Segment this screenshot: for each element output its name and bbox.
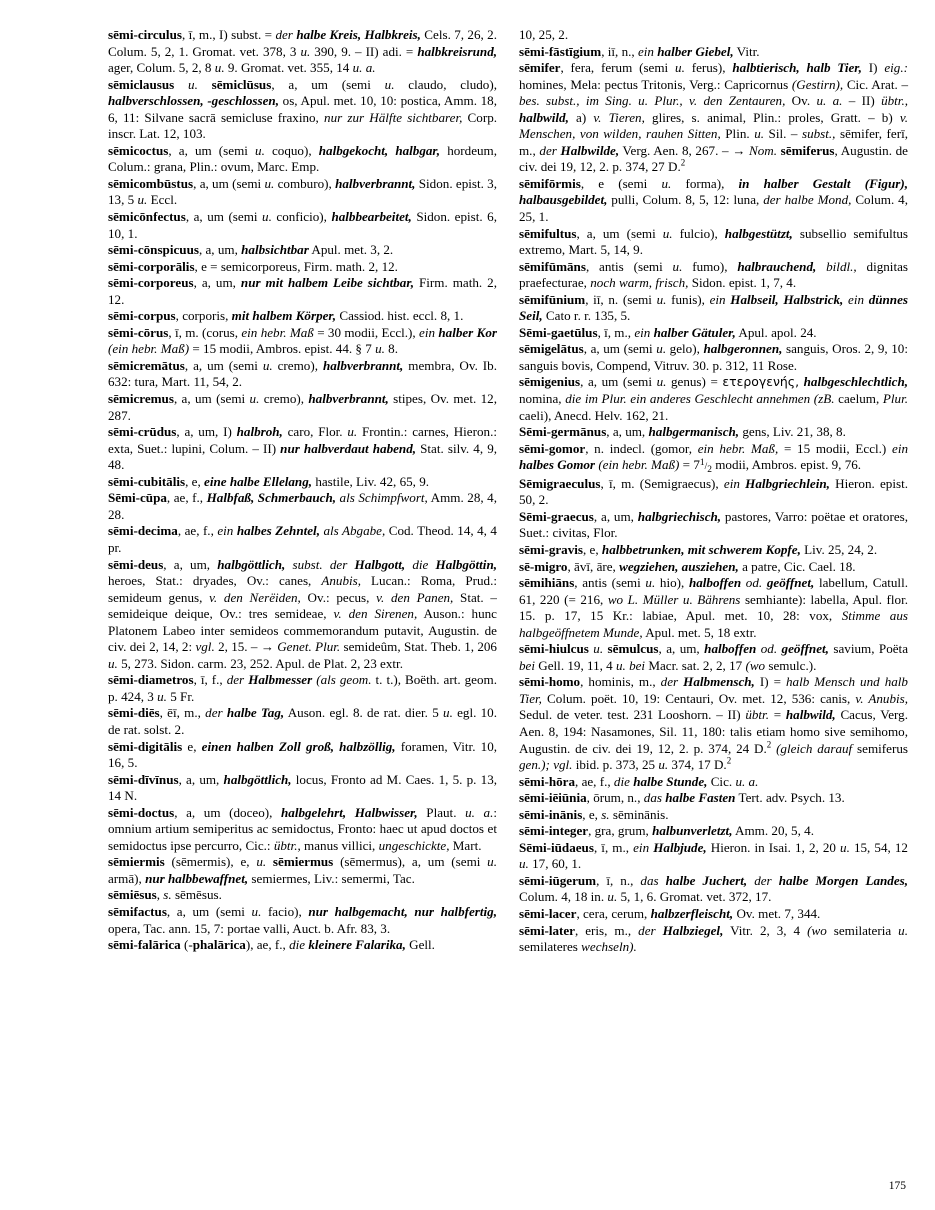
dictionary-entry: Sēmigraeculus, ī, m. (Semigraecus), ein Halbgriechlein, Hieron. epist. 50, 2. [519,475,908,508]
dictionary-entry: Sēmi-iūdaeus, ī, m., ein Halbjude, Hieron. in Isai. 1, 2, 20 u. 15, 54, 12 u. 17, 60, 1. [519,839,908,872]
dictionary-entry: sēmifūmāns, antis (semi u. fumo), halbrauchend, bildl., dignitas praefecturae, noch warm, frisch, Sidon. epist. 1, 7, 4. [519,258,908,291]
dictionary-entry: sēmicremātus, a, um (semi u. cremo), halbverbrannt, membra, Ov. Ib. 632: tura, Mart. 11, 54, 2. [108,357,497,390]
dictionary-entry: sēmi-hōra, ae, f., die halbe Stunde, Cic. u. a. [519,773,759,789]
dictionary-entry: sēmi-diametros, ī, f., der Halbmesser (als geom. t. t.), Boëth. art. geom. p. 424, 3 u. 5 Fr. [108,672,498,704]
dictionary-entry: sēmifer, fera, ferum (semi u. ferus), halbtierisch, halb Tier, I) eig.: homines, Mela: pectus Tritonis, Verg.: Capricornus (Gestirn), Cic. Arat. – bes. subst., im Sing. u. Plur., v. den Zentauren, Ov. u. a. – II) übtr., halbwild, a) v. Tieren, glires, s. animal, Plin.: proles, Gratt. – b) v. Menschen, von wilden, rauhen Sitten, Plin. u. Sil. – subst., sēmifer, ferī, m., der Halbwilde, Verg. Aen. 8, 267. – → Nom. sēmiferus, Augustin. de civ. dei 19, 12, 2. p. 374, 27 D.$^2$ [519,60,908,175]
dictionary-entry: sēmi-hiulcus u. sēmulcus, a, um, halboffen od. geöffnet, savium, Poëta bei Gell. 19, 11, 4 u. bei Macr. sat. 2, 2, 17 (wo semulc.). [519,641,909,673]
dictionary-entry: sēmi-digitālis e, einen halben Zoll groß, halbzöllig, foramen, Vitr. 10, 16, 5. [108,738,498,771]
dictionary-entry: sēmi-gravis, e, halbbetrunken, mit schwerem Kopfe, Liv. 25, 24, 2. [519,541,878,557]
dictionary-entry: sēmicremus, a, um (semi u. cremo), halbverbrannt, stipes, Ov. met. 12, 287. [108,391,497,423]
dictionary-entry: sēmi-diēs, ēī, m., der halbe Tag, Auson. egl. 8. de rat. dier. 5 u. egl. 10. de rat. solst. 2. [108,705,498,737]
dictionary-entry: sēmi-corporālis, e = semicorporeus, Firm. math. 2, 12. [108,258,398,274]
dictionary-entry: sēmi-crūdus, a, um, I) halbroh, caro, Flor. u. Frontin.: carnes, Hieron.: exta, Suet.: lupini, Colum. – II) nur halbverdaut habend, Stat. silv. 4, 9, 48. [108,424,498,473]
dictionary-entry: sēmiclausus u. sēmiclūsus, a, um (semi u. claudo, cludo), halbverschlossen, -geschlossen, os, Apul. met. 10, 10: postica, Amm. 18, 6, 11: Silvane sacrā semicluse fraxino, nur zur Hälfte sichtbarer, Corp. inscr. Lat. 12, 103. [108,76,498,142]
dictionary-entry: sēmihiāns, antis (semi u. hio), halboffen od. geöffnet, labellum, Catull. 61, 220 (= 216, wo L. Müller u. Bährens semhiante): labella, Apul. flor. 15. p. 17, 15 Kr.: labiae, Apul. met. 10, 28: vox, Stimme aus halbgeöffnetem Munde, Apul. met. 5, 18 extr. [519,575,908,640]
dictionary-entry: Sēmi-gaetūlus, ī, m., ein halber Gätuler, Apul. apol. 24. [519,324,817,340]
dictionary-entry: sēmifactus, a, um (semi u. facio), nur halbgemacht, nur halbfertig, opera, Tac. ann. 15, 7: portae valli, Auct. b. Afr. 83, 3. [108,903,497,936]
dictionary-entry: Sēmi-cūpa, ae, f., Halbfaß, Schmerbauch, als Schimpfwort, Amm. 28, 4, 28. [108,490,498,522]
dictionary-entry: 10, 25, 2. [519,27,569,42]
dictionary-entry: sēmicōnfectus, a, um (semi u. conficio), halbbearbeitet, Sidon. epist. 6, 10, 1. [108,209,497,241]
dictionary-entry: sēmi-cōnspicuus, a, um, halbsichtbar Apul. met. 3, 2. [108,242,394,258]
dictionary-entry: sēmi-decima, ae, f., ein halbes Zehntel, als Abgabe, Cod. Theod. 14, 4, 4 pr. [108,523,497,555]
dictionary-entry: sēmi-doctus, a, um (doceo), halbgelehrt, Halbwisser, Plaut. u. a.: omnium artium semiperitus ac semidoctus, Fronto: haec ut apud doctos et semidoctus ipse percurro, Cic.: übtr., manus villici, ungeschickte, Mart. [108,804,497,853]
dictionary-entry: sēmiēsus, s. sēmēsus. [108,887,222,903]
dictionary-entry: sēmiermis (sēmermis), e, u. sēmiermus (sēmermus), a, um (semi u. armā), nur halbbewaffnet, semiermes, Liv.: semermi, Tac. [108,854,497,886]
page-number: 175 [888,1180,906,1192]
dictionary-entry: sēmicombūstus, a, um (semi u. comburo), halbverbrannt, Sidon. epist. 3, 13, 5 u. Eccl. [108,175,497,208]
dictionary-entry: sēmi-falārica (-phalārica), ae, f., die kleinere Falarika, Gell. [108,937,435,953]
dictionary-entry: sēmi-dīvīnus, a, um, halbgöttlich, locus, Fronto ad M. Caes. 1, 5. p. 13, 14 N. [108,771,498,804]
dictionary-entry: Sēmi-graecus, a, um, halbgriechisch, pastores, Varro: poëtae et oratores, Suet.: civitas, Flor. [519,508,908,541]
dictionary-entry: sēmi-lacer, cera, cerum, halbzerfleischt, Ov. met. 7, 344. [519,905,821,921]
dictionary-entry: sē-migro, āvī, āre, wegziehen, ausziehen, a patre, Cic. Cael. 18. [519,558,856,574]
dictionary-entry: sēmi-later, eris, m., der Halbziegel, Vitr. 2, 3, 4 (wo semilateria u. semilateres wechseln). [519,922,908,955]
dictionary-entry: sēmi-circulus, ī, m., I) subst. = der halbe Kreis, Halbkreis, Cels. 7, 26, 2. Colum. 5, 2, 1. Gromat. vet. 378, 3 u. 390, 9. – II) adi. = halbkreisrund, ager, Colum. 5, 2, 8 u. 9. Gromat. vet. 355, 14 u. a. [108,27,498,76]
dictionary-entry: sēmi-gomor, n. indecl. (gomor, ein hebr. Maß, = 15 modii, Eccl.) ein halbes Gomor (ein hebr. Maß) = $7^1/_2$ modii, Ambros. epist. 9, 76. [519,440,909,476]
dictionary-entry: sēmi-cōrus, ī, m. (corus, ein hebr. Maß = 30 modii, Eccl.), ein halber Kor (ein hebr. Maß) = 15 modii, Ambros. epist. 44. § 7 u. 8. [108,324,497,357]
dictionary-entry: Sēmi-germānus, a, um, halbgermanisch, gens, Liv. 21, 38, 8. [519,424,846,440]
dictionary-entry: sēmigelātus, a, um (semi u. gelo), halbgeronnen, sanguis, Oros. 2, 9, 10: sanguis bovis, Compend, Vitruv. 30. p. 312, 11 Rose. [519,341,908,373]
dictionary-entry: sēmi-inānis, e, s. sēminānis. [519,806,669,822]
dictionary-entry: sēmi-homo, hominis, m., der Halbmensch, I) = halb Mensch und halb Tier, Colum. poët. 10, 19: Centauri, Ov. met. 12, 536: canis, v. Anubis, Sedul. de veter. test. 231 Looshorn. – II) übtr. = halbwild, Cacus, Verg. Aen. 8, 194: Nasamones, Sil. 11, 180: talis etiam homo sive semihomo, Augustin. de civ. dei 19, 12, 2. p. 374, 24 D.$^2$ (gleich darauf semiferus gen.); vgl. ibid. p. 373, 25 u. 374, 17 D.$^2$ [519,674,908,773]
dictionary-entry: sēmifūnium, iī, n. (semi u. funis), ein Halbseil, Halbstrick, ein dünnes Seil, Cato r. r. 135, 5. [519,291,908,324]
dictionary-entry: sēmi-iēiūnia, ōrum, n., das halbe Fasten Tert. adv. Psych. 13. [519,790,845,806]
two-column-body [108,27,908,956]
dictionary-entry: sēmifultus, a, um (semi u. fulcio), halbgestützt, subsellio semifultus extremo, Mart. 5, 14, 9. [519,225,908,258]
dictionary-entry: sēmi-iūgerum, ī, n., das halbe Juchert, der halbe Morgen Landes, Colum. 4, 18 in. u. 5, 1, 6. Gromat. vet. 372, 17. [519,872,909,905]
right-column [519,27,908,956]
dictionary-entry: sēmi-fāstīgium, iī, n., ein halber Giebel, Vitr. [519,43,760,59]
left-column [108,27,497,956]
dictionary-entry: sēmifōrmis, e (semi u. forma), in halber Gestalt (Figur), halbausgebildet, pulli, Colum. 8, 5, 12: luna, der halbe Mond, Colum. 4, 25, 1. [519,175,908,225]
dictionary-entry: sēmi-corpus, corporis, mit halbem Körper, Cassiod. hist. eccl. 8, 1. [108,308,464,324]
dictionary-entry: sēmi-deus, a, um, halbgöttlich, subst. der Halbgott, die Halbgöttin, heroes, Stat.: dryades, Ov.: canes, Anubis, Lucan.: Roma, Prud.: semideum genus, v. den Nerëiden, Ov.: pecus, v. den Panen, Stat. – semideique deique, Ov.: tres semideae, v. den Sirenen, Auson.: hunc Platonem Labeo inter semideos commemorandum putavit, Augustin. de civ. dei 2, 14, 2: vgl. 2, 15. – → Genet. Plur. semideûm, Stat. Theb. 1, 206 u. 5, 273. Sidon. carm. 23, 252. Apul. de Plat. 2, 23 extr. [108,556,497,671]
dictionary-entry: sēmi-integer, gra, grum, halbunverletzt, Amm. 20, 5, 4. [519,823,814,839]
dictionary-entry: sēmi-cubitālis, e, eine halbe Ellelang, hastile, Liv. 42, 65, 9. [108,473,430,489]
dictionary-entry: sēmicoctus, a, um (semi u. coquo), halbgekocht, halbgar, hordeum, Colum.: grana, Plin.: ovum, Marc. Emp. [108,142,498,175]
dictionary-entry: sēmigenius, a, um (semi u. genus) = ετερογενής, halbgeschlechtlich, nomina, die im Plur. ein anderes Geschlecht annehmen (zB. caelum, Plur. caeli), Anecd. Helv. 162, 21. [519,374,908,423]
dictionary-entry: sēmi-corporeus, a, um, nur mit halbem Leibe sichtbar, Firm. math. 2, 12. [108,275,497,307]
